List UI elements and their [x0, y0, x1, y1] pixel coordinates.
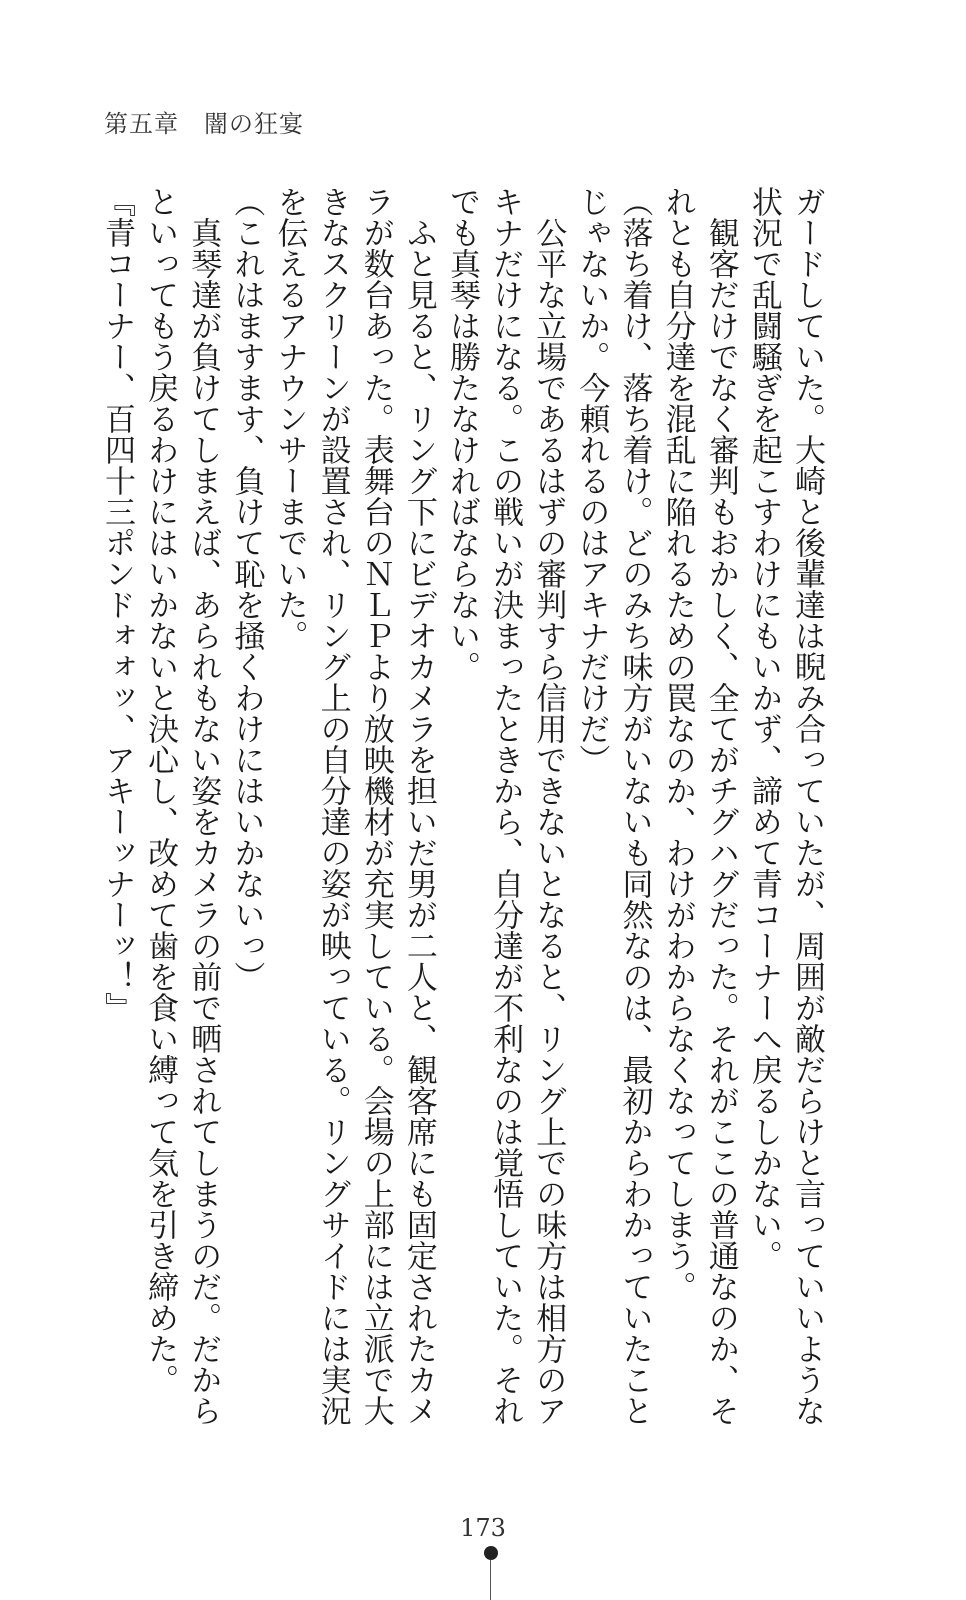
page-marker-line [490, 1560, 491, 1600]
page-marker-dot [484, 1546, 498, 1560]
text-column: れとも自分達を混乱に陥れるための罠なのか、わけがわからなくなってしまう。 [659, 186, 696, 1302]
text-column: 『青コーナー、百四十三ポンドォォッ、アキーッナーッ！』 [99, 186, 135, 1023]
text-column: キナだけになる。この戦いが決まったときから、自分達が不利なのは覚悟していた。それ [487, 186, 524, 1426]
text-column: ガードしていた。大崎と後輩達は睨み合っていたが、周囲が敵だらけと言っていいような [789, 186, 825, 1426]
text-column: といってもう戻るわけにはいかないと決心し、改めて歯を食い縛って気を引き締めた。 [142, 186, 179, 1395]
text-column: 観客だけでなく審判もおかしく、全てがチグハグだった。それがここの普通なのか、そ [702, 186, 739, 1426]
text-column: きなスクリーンが設置され、リング上の自分達の姿が映っている。リングサイドには実況 [314, 186, 351, 1426]
running-header: 第五章 闇の狂宴 [104, 110, 304, 138]
text-column: （落ち着け、落ち着け。どのみち味方がいないも同然なのは、最初からわかっていたこと [616, 186, 653, 1426]
text-column: でも真琴は勝たなければならない。 [444, 186, 480, 682]
text-column: 公平な立場であるはずの審判すら信用できないとなると、リング上での味方は相方のア [530, 186, 567, 1426]
text-column: ラが数台あった。表舞台のＮＬＰより放映機材が充実している。会場の上部には立派で大 [357, 186, 394, 1426]
text-column: を伝えるアナウンサーまでいた。 [271, 186, 308, 651]
body-text [99, 186, 825, 1426]
text-column: ふと見ると、リング下にビデオカメラを担いだ男が二人と、観客席にも固定されたカメ [400, 186, 437, 1426]
page-number: 173 [460, 1514, 506, 1542]
text-column: 真琴達が負けてしまえば、あられもない姿をカメラの前で晒されてしまうのだ。だから [185, 186, 222, 1426]
text-column: 状況で乱闘騒ぎを起こすわけにもいかず、諦めて青コーナーへ戻るしかない。 [745, 186, 782, 1271]
text-column: （これはますます、負けて恥を掻くわけにはいかないっ） [228, 186, 265, 992]
text-column: じゃないか。今頼れるのはアキナだけだ） [573, 186, 610, 775]
